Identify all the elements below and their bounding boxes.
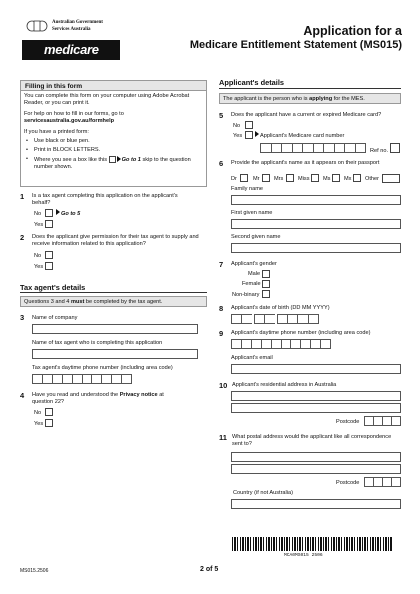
q5-number: 5: [219, 111, 224, 120]
q2-number: 2: [20, 233, 25, 242]
tax-agent-phone-field[interactable]: [32, 374, 132, 384]
postal-address-line1[interactable]: [231, 452, 401, 462]
residential-postcode-label: Postcode: [336, 419, 360, 425]
q3-phone-label: Tax agent's daytime phone number (including area code): [32, 365, 173, 371]
tax-agent-note: Questions 3 and 4 must be completed by the tax agent.: [20, 296, 207, 307]
applicant-email-field[interactable]: [231, 364, 401, 374]
tax-agent-rule: [20, 292, 207, 293]
title-other-label: Other: [365, 176, 379, 182]
title-ms-checkbox[interactable]: [332, 174, 340, 182]
q1-no-label: No: [34, 211, 42, 217]
q11-number: 11: [219, 433, 227, 442]
q6-number: 6: [219, 159, 224, 168]
title-other-field[interactable]: [382, 174, 400, 183]
title-mx-label: Mx: [344, 176, 352, 182]
q7-text: Applicant's gender: [231, 261, 277, 267]
filling-in-heading: Filling in this form: [25, 83, 83, 90]
q4-yes-checkbox[interactable]: [45, 419, 53, 427]
filling-p2: For help on how to fill in our forms, go to: [24, 110, 124, 117]
q4-no-label: No: [34, 410, 42, 416]
company-name-field[interactable]: [32, 324, 198, 334]
q1-text: Is a tax agent completing this application on the applicant's behalf?: [32, 193, 178, 206]
q1-goto-label: Go to 5: [61, 211, 81, 217]
q2-no-label: No: [34, 253, 42, 259]
q3-number: 3: [20, 313, 25, 322]
q1-yes-label: Yes: [34, 222, 44, 228]
q3-agent-label: Name of tax agent who is completing this application: [32, 340, 163, 346]
q2-no-checkbox[interactable]: [45, 251, 53, 259]
family-name-field[interactable]: [231, 195, 401, 205]
q5-no-label: No: [233, 123, 241, 129]
filling-in-heading-bar: [21, 81, 206, 91]
applicant-heading: Applicant's details: [219, 78, 285, 87]
postal-postcode-label: Postcode: [336, 480, 360, 486]
q4-text: Have you read and understood the Privacy notice at question 22?: [32, 392, 164, 405]
page-number: 2 of 5: [200, 566, 219, 573]
q5-yes-label: Yes: [233, 133, 243, 139]
title-mx-checkbox[interactable]: [353, 174, 361, 182]
barcode: [232, 537, 392, 551]
form-help-link[interactable]: servicesaustralia.gov.au/formhelp: [24, 117, 115, 124]
gov-name: Australian Government: [52, 20, 103, 25]
bullet-3: • Where you see a box like this Go to 1 skip to the question number shown.: [26, 155, 191, 170]
residential-address-line1[interactable]: [231, 391, 401, 401]
country-field[interactable]: [231, 499, 401, 509]
gender-female-checkbox[interactable]: [262, 280, 270, 288]
applicant-note: The applicant is the person who is applying for the MES.: [219, 93, 401, 104]
q8-text: Applicant's date of birth (DD MM YYYY): [231, 305, 330, 311]
gender-male-checkbox[interactable]: [262, 270, 270, 278]
bullet-2: • Print in BLOCK LETTERS.: [26, 146, 101, 153]
title-miss-checkbox[interactable]: [311, 174, 319, 182]
country-label: Country (if not Australia): [233, 490, 294, 496]
tax-agent-heading: Tax agent's details: [20, 283, 86, 292]
form-title-line2: Medicare Entitlement Statement (MS015): [189, 39, 402, 51]
q4-no-checkbox[interactable]: [45, 408, 53, 416]
filling-p1: You can complete this form on your computer using Adobe Acrobat Reader, or you can print it.: [24, 93, 190, 106]
gov-agency: Services Australia: [52, 27, 91, 32]
title-dr-checkbox[interactable]: [240, 174, 248, 182]
q2-yes-label: Yes: [34, 264, 44, 270]
applicant-phone-field[interactable]: [231, 339, 331, 349]
ref-no-field[interactable]: [390, 143, 400, 153]
family-name-label: Family name: [231, 186, 264, 192]
example-checkbox: [109, 156, 116, 163]
q5-no-checkbox[interactable]: [245, 121, 253, 129]
bullet-1: • Use black or blue pen.: [26, 137, 90, 144]
first-name-field[interactable]: [231, 219, 401, 229]
title-mr-label: Mr: [253, 176, 260, 182]
second-name-label: Second given name: [231, 234, 281, 240]
q1-yes-checkbox[interactable]: [45, 220, 53, 228]
q5-yes-checkbox[interactable]: [245, 131, 253, 139]
q5-ref-label: Ref no.: [370, 148, 389, 154]
q4-yes-label: Yes: [34, 421, 44, 427]
residential-postcode-field[interactable]: [364, 416, 401, 426]
title-options: [231, 174, 403, 184]
q2-text: Does the applicant give permission for their tax agent to supply and receive information related to this application?: [32, 234, 199, 247]
postal-postcode-field[interactable]: [364, 477, 401, 487]
q5-arrow-icon: [255, 131, 259, 137]
q11-text: What postal address would the applicant like all correspondence sent to?: [232, 434, 392, 447]
q2-yes-checkbox[interactable]: [45, 262, 53, 270]
residential-address-line2[interactable]: [231, 403, 401, 413]
q8-number: 8: [219, 304, 224, 313]
q9-number: 9: [219, 329, 224, 338]
gender-nonbinary-checkbox[interactable]: [262, 290, 270, 298]
title-mr-checkbox[interactable]: [262, 174, 270, 182]
barcode-text: MCA0MS015 2506: [284, 553, 323, 558]
second-name-field[interactable]: [231, 243, 401, 253]
dob-field[interactable]: [231, 314, 319, 324]
gender-female-label: Female: [242, 281, 261, 287]
q6-text: Provide the applicant's name as it appears on their passport: [231, 160, 380, 166]
gov-crest: [26, 17, 48, 35]
applicant-rule: [219, 88, 401, 89]
q1-goto-arrow-icon: [56, 209, 60, 215]
title-ms-label: Ms: [323, 176, 331, 182]
q3-company-label: Name of company: [32, 315, 78, 321]
q1-no-checkbox[interactable]: [45, 209, 53, 217]
q1-number: 1: [20, 192, 25, 201]
form-code: MS015.2506: [20, 568, 49, 574]
title-dr-label: Dr: [231, 176, 237, 182]
medicare-card-number-field[interactable]: [260, 143, 366, 153]
goto-arrow-icon: [117, 156, 121, 162]
q10-text: Applicant's residential address in Australia: [232, 382, 337, 388]
filling-in-section: [20, 80, 207, 187]
q5-card-label: Applicant's Medicare card number: [260, 133, 345, 139]
postal-address-line2[interactable]: [231, 464, 401, 474]
q5-text: Does the applicant have a current or expired Medicare card?: [231, 112, 382, 118]
q10-number: 10: [219, 381, 228, 390]
q9-text: Applicant's daytime phone number (including area code): [231, 330, 371, 336]
q4-number: 4: [20, 391, 25, 400]
applicant-email-label: Applicant's email: [231, 355, 273, 361]
medicare-logo-text: medicare: [44, 42, 99, 57]
form-title-line1: Application for a: [303, 24, 402, 38]
title-mrs-label: Mrs: [274, 176, 284, 182]
medicare-logo: [22, 40, 120, 60]
q7-number: 7: [219, 260, 224, 269]
filling-p3: If you have a printed form:: [24, 128, 89, 135]
gender-male-label: Male: [248, 271, 261, 277]
first-name-label: First given name: [231, 210, 273, 216]
title-miss-label: Miss: [298, 176, 310, 182]
title-mrs-checkbox[interactable]: [286, 174, 294, 182]
tax-agent-name-field[interactable]: [32, 349, 198, 359]
gender-nonbinary-label: Non-binary: [232, 292, 260, 298]
